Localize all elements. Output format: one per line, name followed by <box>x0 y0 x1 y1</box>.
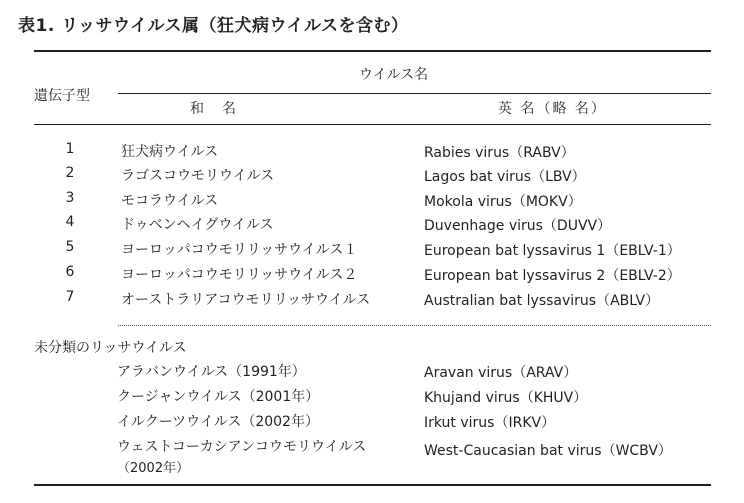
table-title: 表1. リッサウイルス属（狂犬病ウイルスを含む） <box>18 16 409 36</box>
jp-name-cell: クージャンウイルス（2001年） <box>117 389 320 405</box>
en-name-cell: West-Caucasian bat virus（WCBV） <box>424 443 672 459</box>
en-name-cell: Rabies virus（RABV） <box>424 145 575 161</box>
dotted-divider <box>118 325 711 326</box>
header-genotype: 遺伝子型 <box>34 88 90 104</box>
header-en-name: 英 名（略 名） <box>498 101 607 117</box>
genotype-cell: 6 <box>65 264 75 280</box>
jp-name-cell: ヨーロッパコウモリリッサウイルス２ <box>121 267 358 283</box>
jp-name-cell: モコラウイルス <box>121 193 219 209</box>
jp-name-cell: ヨーロッパコウモリリッサウイルス１ <box>121 242 358 258</box>
header-virus-name: ウイルス名 <box>359 67 429 83</box>
jp-name-cell: オーストラリアコウモリリッサウイルス <box>121 292 371 308</box>
jp-name-cell: ラゴスコウモリウイルス <box>121 168 275 184</box>
genotype-cell: 3 <box>65 190 75 206</box>
en-name-cell: Mokola virus（MOKV） <box>424 194 582 210</box>
bottom-rule <box>34 484 711 486</box>
en-name-cell: Irkut virus（IRKV） <box>424 415 556 431</box>
genotype-cell: 1 <box>65 141 75 157</box>
genotype-cell: 5 <box>65 239 75 255</box>
genotype-cell: 7 <box>65 289 75 305</box>
en-name-cell: Duvenhage virus（DUVV） <box>424 218 612 234</box>
en-name-cell: Khujand virus（KHUV） <box>424 390 588 406</box>
header-jp-name: 和 名 <box>190 101 238 117</box>
genotype-cell: 2 <box>65 165 75 181</box>
en-name-cell: Australian bat lyssavirus（ABLV） <box>424 293 660 309</box>
jp-name-cell: ドゥベンヘイグウイルス <box>121 217 274 233</box>
jp-name-cell: アラバンウイルス（1991年） <box>117 364 306 380</box>
en-name-cell: European bat lyssavirus 1（EBLV-1） <box>424 243 681 259</box>
unclassified-label: 未分類のリッサウイルス <box>34 340 187 356</box>
genotype-cell: 4 <box>65 214 75 230</box>
header-divider <box>118 93 711 94</box>
top-rule <box>34 50 711 52</box>
en-name-cell: Lagos bat virus（LBV） <box>424 169 586 185</box>
year-cell: （2002年） <box>117 461 190 476</box>
en-name-cell: European bat lyssavirus 2（EBLV-2） <box>424 268 681 284</box>
jp-name-cell: イルクーツウイルス（2002年） <box>117 414 319 430</box>
jp-name-cell: 狂犬病ウイルス <box>121 144 219 160</box>
jp-name-cell: ウェストコーカシアンコウモリウイルス <box>117 439 367 455</box>
header-bottom-rule <box>34 124 711 125</box>
en-name-cell: Aravan virus（ARAV） <box>424 365 578 381</box>
